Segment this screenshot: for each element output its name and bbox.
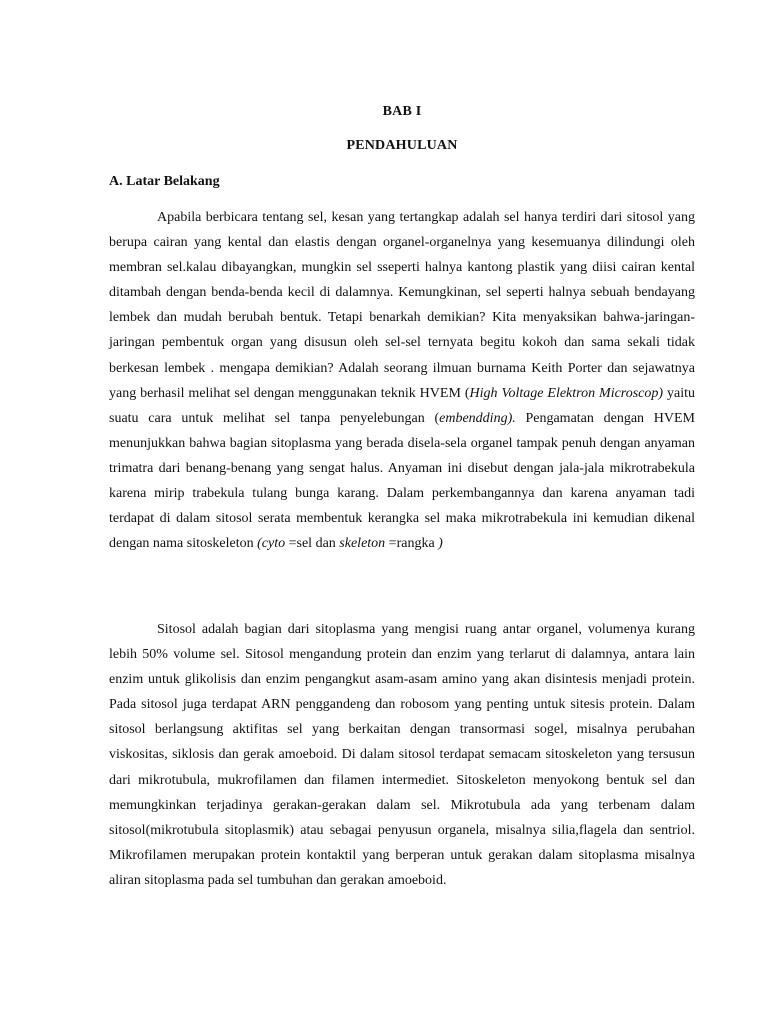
paragraph-1 <box>109 205 695 556</box>
section-heading: A. Latar Belakang <box>109 174 220 189</box>
paragraph-1-text-d: =sel dan <box>285 536 340 552</box>
paragraph-1-italic-hvem: High Voltage Elektron Microscop) <box>469 385 664 401</box>
paragraph-1-text-e: =rangka <box>385 536 435 552</box>
paragraph-1-italic-skeleton: skeleton <box>339 536 386 552</box>
paragraph-1-text-c: Pengamatan dengan HVEM menunjukkan bahwa bagian sitoplasma yang berada disela-sela organel tampak penuh dengan anyaman trimatra dari benang-benang yang sengat halus. Anyaman ini disebut dengan jala-jala mikrotrabekula karena mirip trabekula tulang bunga karang. Dalam perkembangannya dan karena anyaman tadi terdapat di dalam sitosol serata membentuk kerangka sel maka mikrotrabekula ini kemudian dikenal dengan nama sitoskeleton <box>109 410 695 552</box>
paragraph-1-italic-embedding: embendding). <box>439 410 516 426</box>
chapter-number: BAB I <box>382 104 422 119</box>
paragraph-1-text-a: Apabila berbicara tentang sel, kesan yang tertangkap adalah sel hanya terdiri dari sitosol yang berupa cairan yang kental dan elastis dengan organel-organelnya yang kesemuanya dilindungi oleh membran sel.kalau dibayangkan, mungkin sel sseperti halnya kantong plastik yang diisi cairan kental ditambah dengan benda-benda kecil di dalamnya. Kemungkinan, sel seperti halnya sebuah bendayang lembek dan mudah berubah bentuk. Tetapi benarkah demikian? Kita menyaksikan bahwa-jaringan-jaringan pembentuk organ yang disusun oleh sel-sel ternyata begitu kokoh dan sama sekali tidak berkesan lembek . mengapa demikian? Adalah seorang ilmuan burnama Keith Porter dan sejawatnya yang berhasil melihat sel dengan menggunakan teknik HVEM ( <box>109 210 695 401</box>
chapter-title: PENDAHULUAN <box>346 138 458 153</box>
paragraph-2: Sitosol adalah bagian dari sitoplasma yang mengisi ruang antar organel, volumenya kurang lebih 50% volume sel. Sitosol mengandung protein dan enzim yang terlarut di dalamnya, antara lain enzim untuk glikolisis dan enzim pengangkut asam-asam amino yang akan disintesis menjadi protein. Pada sitosol juga terdapat ARN penggandeng dan robosom yang penting untuk sitesis protein. Dalam sitosol berlangsung aktifitas sel yang berkaitan dengan transormasi sogel, misalnya perubahan viskositas, siklosis dan gerak amoeboid. Di dalam sitosol terdapat semacam sitoskeleton yang tersusun dari mikrotubula, mukrofilamen dan filamen intermediet. Sitoskeleton menyokong bentuk sel dan memungkinkan terjadinya gerakan-gerakan dalam sel. Mikrotubula ada yang terbenam dalam sitosol(mikrotubula sitoplasmik) atau sebagai penyusun organela, misalnya silia,flagela dan sentriol. Mikrofilamen merupakan protein kontaktil yang berperan untuk gerakan dalam sitoplasma misalnya aliran sitoplasma pada sel tumbuhan dan gerakan amoeboid. <box>109 622 695 888</box>
paragraph-1-italic-cyto: (cyto <box>257 536 286 552</box>
paragraph-1-text-b: yaitu suatu cara untuk melihat sel tanpa penyelebungan ( <box>109 385 695 426</box>
paragraph-1-italic-close: ) <box>434 536 443 552</box>
